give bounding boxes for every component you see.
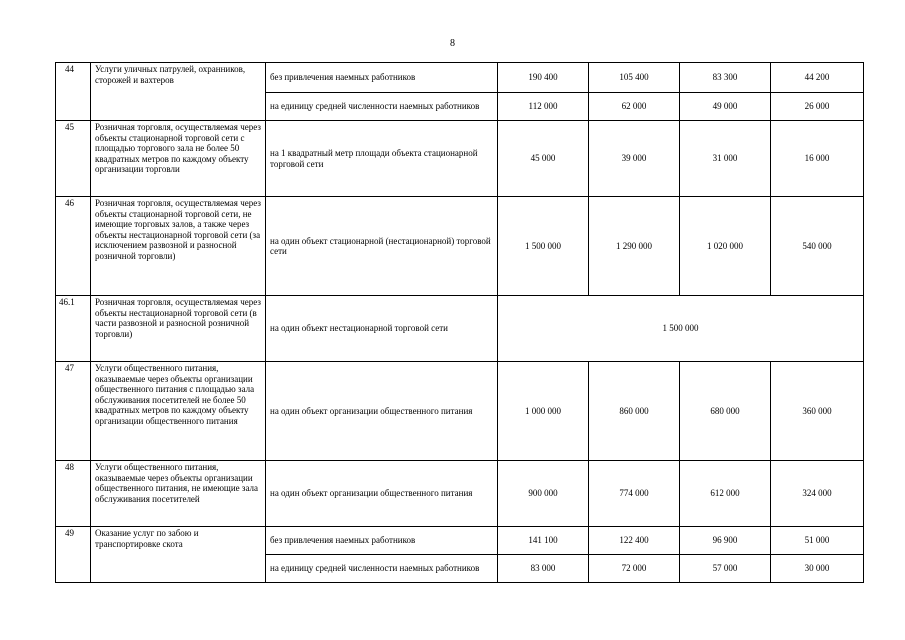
value-cell: 96 900 [680,527,771,555]
value-cell: 612 000 [680,461,771,527]
value-cell: 31 000 [680,121,771,197]
row-number: 47 [56,362,91,461]
row-number: 46.1 [56,296,91,362]
value-cell: 112 000 [498,93,589,121]
row-number: 49 [56,527,91,583]
activity-cell: Розничная торговля, осуществляемая через объекты стационарной торговой сети с площадью торгового зала не более 50 квадратных метров по каждому объекту организации торговли [91,121,266,197]
unit-cell: на единицу средней численности наемных работников [266,555,498,583]
value-cell: 860 000 [589,362,680,461]
unit-cell: на один объект стационарной (нестационарной) торговой сети [266,197,498,296]
unit-cell: на один объект нестационарной торговой сети [266,296,498,362]
value-cell: 72 000 [589,555,680,583]
row-number: 48 [56,461,91,527]
table-row [56,527,864,555]
value-cell: 190 400 [498,63,589,93]
table-row [56,63,864,93]
value-cell: 26 000 [771,93,864,121]
value-cell: 540 000 [771,197,864,296]
page-number: 8 [450,38,455,49]
value-cell: 51 000 [771,527,864,555]
value-cell: 16 000 [771,121,864,197]
unit-cell: без привлечения наемных работников [266,527,498,555]
value-cell: 30 000 [771,555,864,583]
unit-cell: на единицу средней численности наемных работников [266,93,498,121]
value-cell: 83 000 [498,555,589,583]
table-row [56,121,864,197]
unit-cell: на один объект организации общественного питания [266,362,498,461]
unit-cell: на один объект организации общественного питания [266,461,498,527]
value-cell: 1 020 000 [680,197,771,296]
activity-cell: Услуги общественного питания, оказываемые через объекты организации общественного питания, не имеющие зала обслуживания посетителей [91,461,266,527]
value-cell: 360 000 [771,362,864,461]
activity-cell: Услуги общественного питания, оказываемые через объекты организации общественного питания с площадью зала обслуживания посетителей не более 50 квадратных метров по каждому объекту организации общественного питания [91,362,266,461]
activity-cell: Услуги уличных патрулей, охранников, сторожей и вахтеров [91,63,266,121]
value-cell: 1 290 000 [589,197,680,296]
value-cell: 680 000 [680,362,771,461]
value-cell: 324 000 [771,461,864,527]
value-cell: 105 400 [589,63,680,93]
row-number: 45 [56,121,91,197]
value-cell: 39 000 [589,121,680,197]
table-row [56,362,864,461]
merged-value-cell: 1 500 000 [498,296,864,362]
value-cell: 49 000 [680,93,771,121]
value-cell: 62 000 [589,93,680,121]
table-row [56,296,864,362]
activity-cell: Розничная торговля, осуществляемая через объекты стационарной торговой сети, не имеющие торговых залов, а также через объекты нестационарной торговой сети (за исключением развозной и разносной розничной торговли) [91,197,266,296]
tax-rates-table [55,62,864,583]
value-cell: 1 500 000 [498,197,589,296]
value-cell: 774 000 [589,461,680,527]
value-cell: 45 000 [498,121,589,197]
row-number: 46 [56,197,91,296]
activity-cell: Оказание услуг по забою и транспортировке скота [91,527,266,583]
value-cell: 44 200 [771,63,864,93]
value-cell: 57 000 [680,555,771,583]
unit-cell: на 1 квадратный метр площади объекта стационарной торговой сети [266,121,498,197]
value-cell: 122 400 [589,527,680,555]
table-row [56,197,864,296]
row-number: 44 [56,63,91,121]
table-row [56,461,864,527]
activity-cell: Розничная торговля, осуществляемая через объекты нестационарной торговой сети (в части развозной и разносной розничной торговли) [91,296,266,362]
unit-cell: без привлечения наемных работников [266,63,498,93]
value-cell: 83 300 [680,63,771,93]
value-cell: 141 100 [498,527,589,555]
value-cell: 1 000 000 [498,362,589,461]
value-cell: 900 000 [498,461,589,527]
